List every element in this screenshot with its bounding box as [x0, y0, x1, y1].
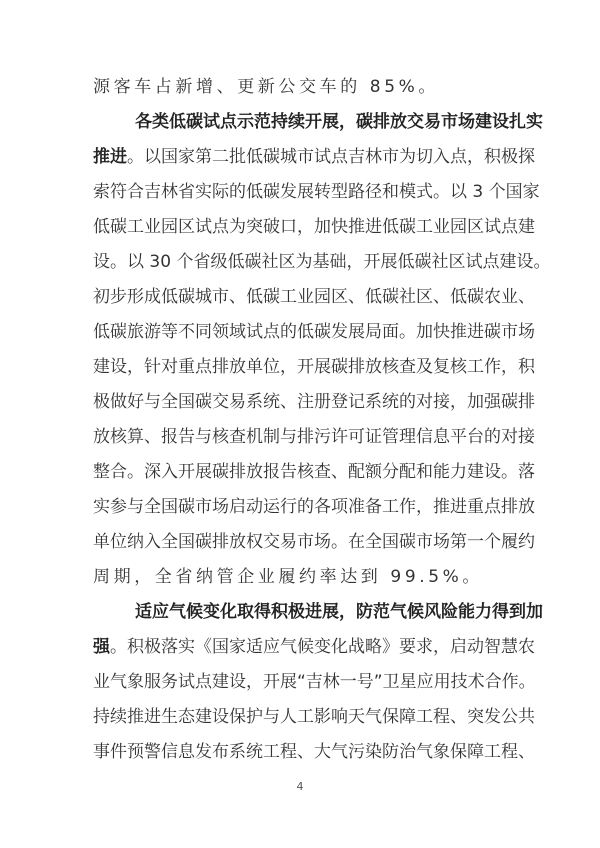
text-line: [93, 495, 535, 519]
text-line: [93, 250, 551, 274]
text-line: [93, 390, 535, 414]
body-text: 实参与全国碳市场启动运行的各项准备工作，推进重点排放: [93, 497, 535, 517]
body-text: 持续推进生态建设保护与人工影响天气保障工程、突发公共: [93, 707, 535, 727]
body-text: 低碳工业园区试点为突破口，加快推进低碳工业园区试点建: [93, 217, 535, 237]
body-text: 单位纳入全国碳排放权交易市场。在全国碳市场第一个履约: [93, 532, 535, 552]
text-line: [93, 740, 535, 764]
text-line: [93, 705, 535, 729]
text-line: [93, 320, 535, 344]
text-line: [93, 285, 535, 309]
text-line: [93, 530, 535, 554]
body-text: 事件预警信息发布系统工程、大气污染防治气象保障工程、: [93, 742, 535, 762]
text-line: [93, 635, 535, 659]
body-text: 低碳旅游等不同领域试点的低碳发展局面。加快推进碳市场: [93, 322, 535, 342]
body-text: 整合。深入开展碳排放报告核查、配额分配和能力建设。落: [93, 462, 535, 482]
body-text: 放核算、报告与核查机制与排污许可证管理信息平台的对接: [93, 427, 535, 447]
text-line: [93, 180, 540, 204]
page-number: 4: [296, 780, 304, 793]
body-text: 设。以 30 个省级低碳社区为基础，开展低碳社区试点建设。: [93, 252, 551, 272]
text-line: [93, 670, 536, 694]
text-line: [93, 565, 508, 589]
body-text: 周期，全省纳管企业履约率达到 99.5%。: [93, 567, 484, 587]
bold-text: 推进: [93, 147, 127, 167]
body-text: 业气象服务试点建设，开展“吉林一号”卫星应用技术合作。: [93, 672, 536, 692]
body-text: 建设，针对重点排放单位，开展碳排放核查及复核工作，积: [93, 357, 535, 377]
bold-text: 适应气候变化取得积极进展，防范气候风险能力得到加: [135, 602, 543, 622]
text-line: [93, 215, 535, 239]
text-line: [93, 355, 535, 379]
body-text: 极做好与全国碳交易系统、注册登记系统的对接，加强碳排: [93, 392, 535, 412]
bold-text: 各类低碳试点示范持续开展，碳排放交易市场建设扎实: [135, 112, 543, 132]
body-text: 。以国家第二批低碳城市试点吉林市为切入点，积极探: [127, 147, 535, 167]
body-text: 。积极落实《国家适应气候变化战略》要求，启动智慧农: [110, 637, 535, 657]
bold-text: 强: [93, 637, 110, 657]
body-text: 索符合吉林省实际的低碳发展转型路径和模式。以 3 个国家: [93, 182, 540, 202]
body-text: 源客车占新增、更新公交车的 85%。: [93, 77, 439, 97]
text-line: [93, 425, 535, 449]
paragraph-heading-line: [135, 600, 543, 624]
body-text: 初步形成低碳城市、低碳工业园区、低碳社区、低碳农业、: [93, 287, 535, 307]
text-line: [93, 460, 535, 484]
paragraph-heading-line: [135, 110, 543, 134]
text-line: [93, 75, 508, 99]
text-line: [93, 145, 535, 169]
